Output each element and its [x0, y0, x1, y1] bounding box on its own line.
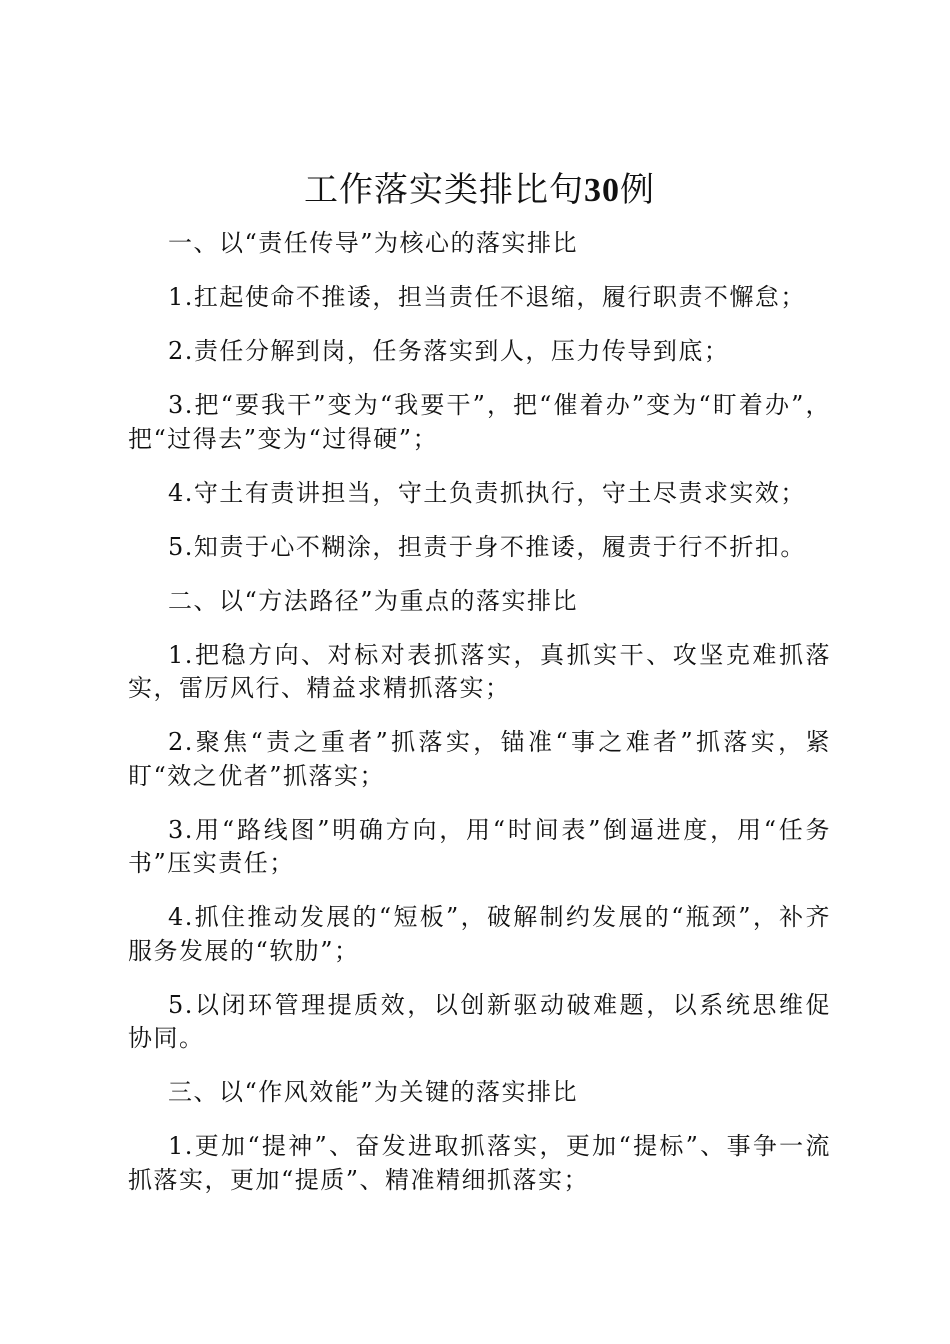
list-item: 1.把稳方向、对标对表抓落实，真抓实干、攻坚克难抓落实，雷厉风行、精益求精抓落实；: [128, 640, 831, 702]
section-heading-3: 三、以“作风效能”为关键的落实排比: [168, 1078, 579, 1106]
list-item: 4.抓住推动发展的“短板”，破解制约发展的“瓶颈”，补齐服务发展的“软肋”；: [128, 903, 831, 965]
section-heading-1: 一、以“责任传导”为核心的落实排比: [168, 229, 579, 257]
title-text: 工作落实类排比句: [304, 170, 584, 210]
title-suffix: 例: [620, 170, 655, 210]
list-item: 3.把“要我干”变为“我要干”，把“催着办”变为“盯着办”，把“过得去”变为“过得硬”；: [128, 391, 831, 453]
list-item: 5.以闭环管理提质效，以创新驱动破难题，以系统思维促协同。: [128, 990, 831, 1052]
list-item: 2.聚焦“责之重者”抓落实，锚准“事之难者”抓落实，紧盯“效之优者”抓落实；: [128, 728, 831, 790]
list-item: 2.责任分解到岗，任务落实到人，压力传导到底；: [168, 337, 730, 365]
list-item: 4.守土有责讲担当，守土负责抓执行，守土尽责求实效；: [168, 478, 806, 507]
document-title: [128, 168, 831, 213]
list-item: 1.更加“提神”、奋发进取抓落实，更加“提标”、事争一流抓落实，更加“提质”、精准精细抓落实；: [128, 1132, 831, 1194]
document-page: [128, 168, 831, 1218]
title-number: 30: [584, 172, 620, 209]
list-item: 1.扛起使命不推诿，担当责任不退缩，履行职责不懈怠；: [168, 283, 806, 311]
list-item: 5.知责于心不糊涂，担责于身不推诿，履责于行不折扣。: [168, 532, 806, 561]
section-heading-2: 二、以“方法路径”为重点的落实排比: [168, 586, 579, 615]
list-item: 3.用“路线图”明确方向，用“时间表”倒逼进度，用“任务书”压实责任；: [128, 815, 831, 877]
